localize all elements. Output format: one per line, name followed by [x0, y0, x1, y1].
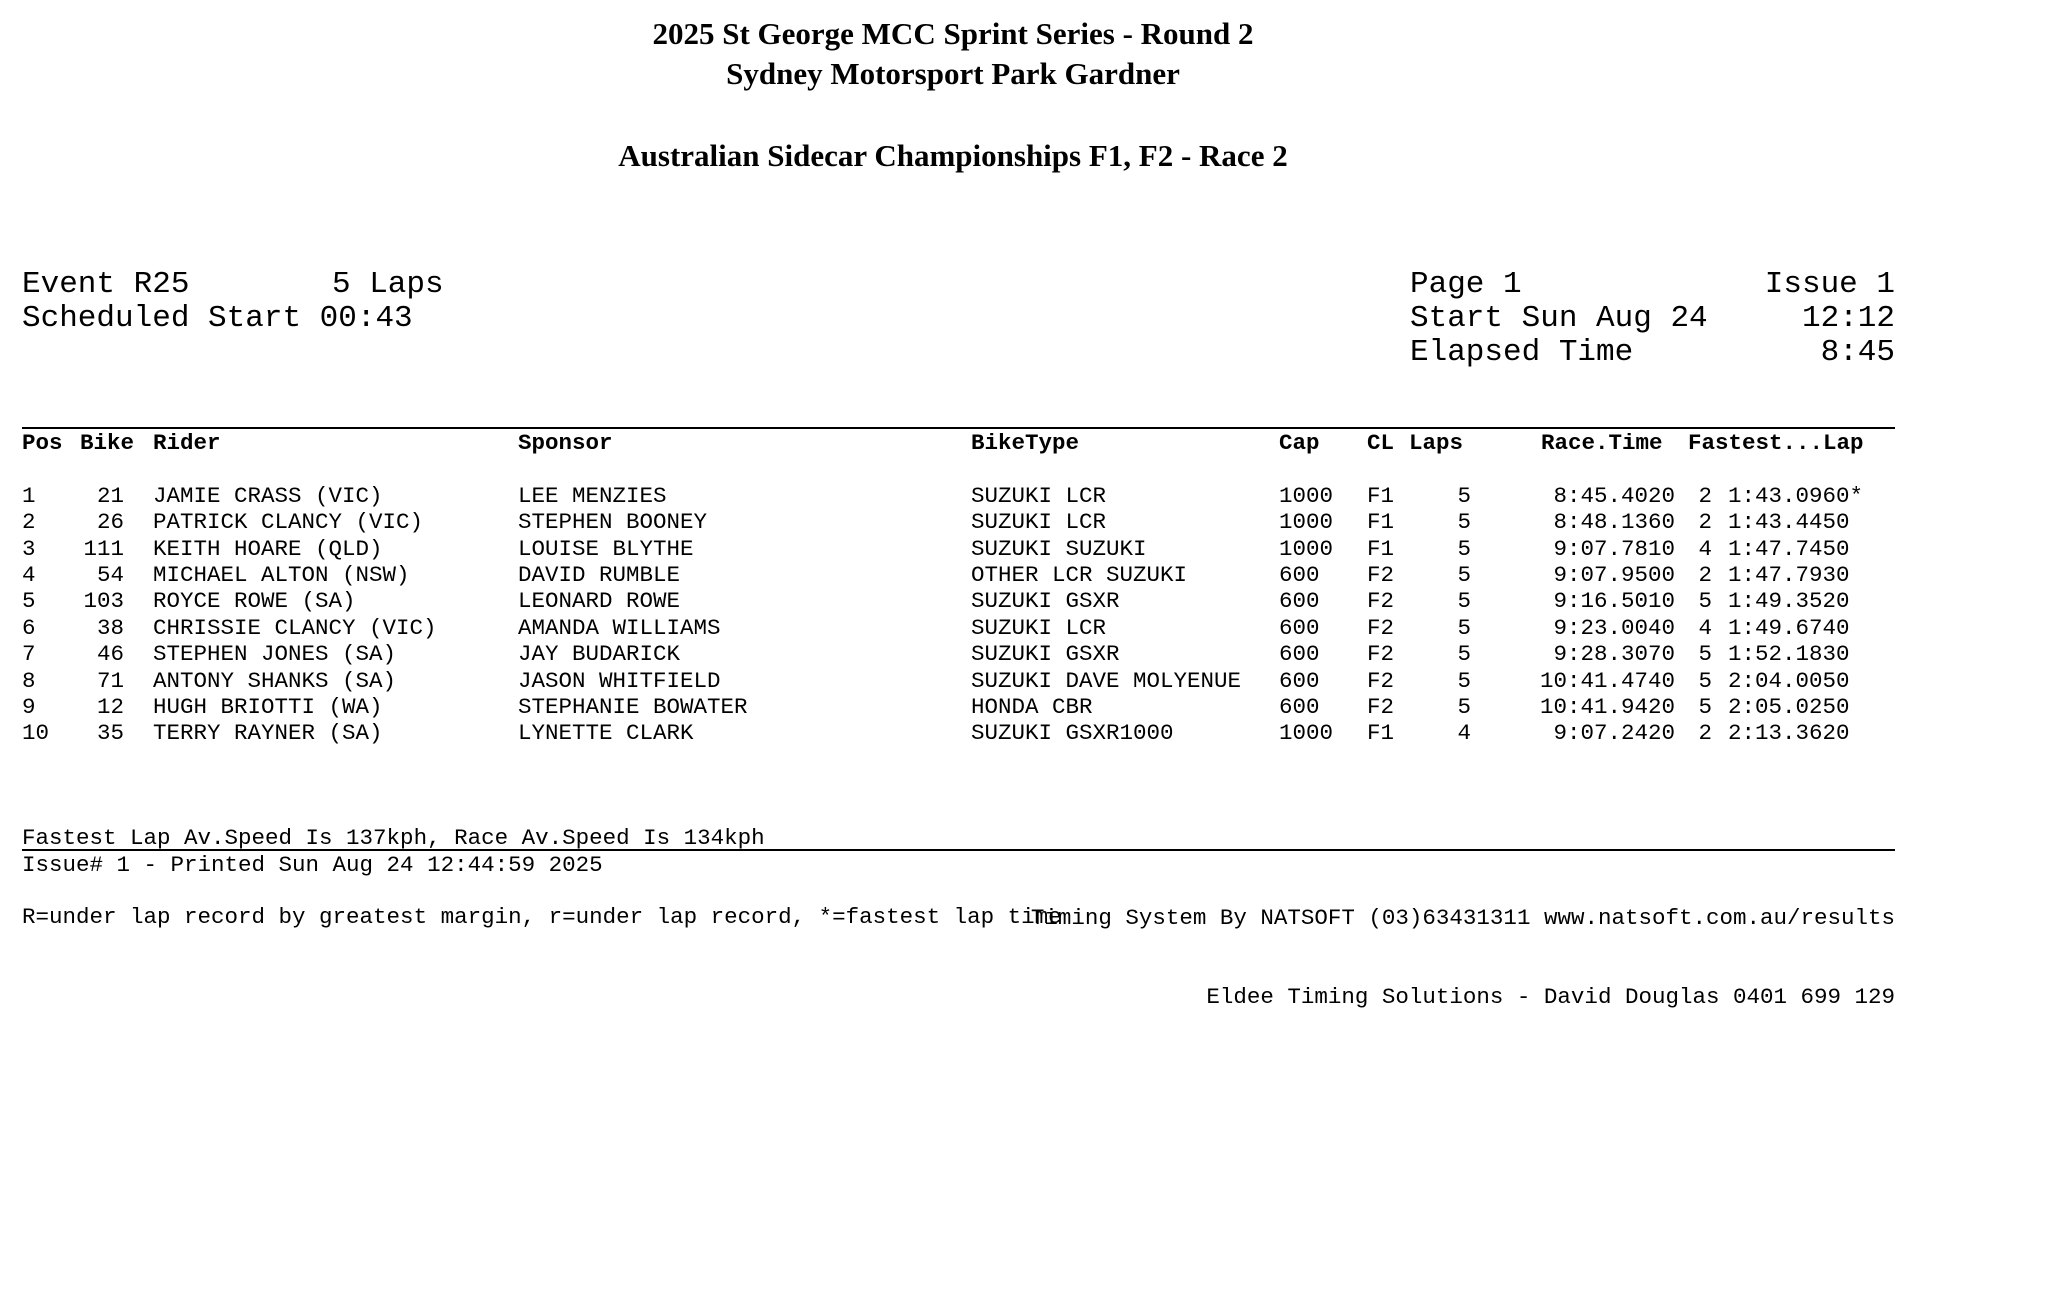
cell-sponsor: LEE MENZIES	[518, 482, 667, 509]
cell-laps: 5	[1457, 482, 1471, 509]
cell-class: F1	[1367, 509, 1395, 536]
cell-biketype: SUZUKI LCR	[971, 482, 1107, 509]
cell-race-time: 10:41.4740	[1539, 667, 1675, 694]
cell-cap: 600	[1279, 614, 1320, 641]
cell-rider: CHRISSIE CLANCY (VIC)	[153, 614, 437, 641]
cell-bike: 35	[96, 720, 124, 747]
legend-note: R=under lap record by greatest margin, r=under lap record, *=fastest lap time	[22, 904, 1062, 931]
table-row	[22, 562, 1902, 588]
table-row	[22, 483, 1902, 509]
cell-cap: 600	[1279, 588, 1320, 615]
cell-sponsor: AMANDA WILLIAMS	[518, 614, 721, 641]
cell-fastest-lap-time: 1:43.4450	[1728, 509, 1850, 536]
event-label: Event R25	[22, 267, 190, 302]
cell-bike: 21	[96, 482, 124, 509]
cell-fastest-lap-number: 4	[1698, 614, 1712, 641]
cell-race-time: 8:48.1360	[1553, 509, 1675, 536]
cell-race-time: 9:16.5010	[1553, 588, 1675, 615]
results-table	[22, 430, 1902, 747]
scheduled-start: Scheduled Start 00:43	[22, 301, 413, 336]
cell-fastest-lap-time: 1:52.1830	[1728, 641, 1850, 668]
table-row	[22, 588, 1902, 614]
cell-rider: STEPHEN JONES (SA)	[153, 641, 397, 668]
cell-laps: 5	[1457, 509, 1471, 536]
cell-pos: 10	[22, 720, 50, 747]
cell-fastest-lap-time: 1:47.7930	[1728, 561, 1850, 588]
cell-class: F2	[1367, 614, 1395, 641]
race-title: Australian Sidecar Championships F1, F2 - Race 2	[618, 138, 1288, 173]
cell-fastest-lap-time: 1:47.7450	[1728, 535, 1850, 562]
cell-laps: 5	[1457, 667, 1471, 694]
cell-biketype: SUZUKI LCR	[971, 614, 1107, 641]
col-header-cap: Cap	[1279, 430, 1320, 456]
table-row	[22, 720, 1902, 746]
cell-fastest-lap-time: 1:43.0960*	[1728, 482, 1864, 509]
cell-bike: 111	[83, 535, 124, 562]
timing-credits	[1031, 852, 1895, 1037]
cell-fastest-lap-number: 5	[1698, 641, 1712, 668]
cell-sponsor: LOUISE BLYTHE	[518, 535, 694, 562]
cell-race-time: 9:07.9500	[1553, 561, 1675, 588]
cell-rider: ANTONY SHANKS (SA)	[153, 667, 397, 694]
col-header-bike: Bike	[80, 430, 135, 456]
cell-pos: 2	[22, 509, 36, 536]
cell-fastest-lap-number: 5	[1698, 667, 1712, 694]
start-label: Start Sun Aug 24	[1410, 301, 1708, 336]
table-row	[22, 641, 1902, 667]
cell-class: F1	[1367, 482, 1395, 509]
col-header-fastest-lap: Fastest...Lap	[1688, 430, 1864, 456]
start-time: 12:12	[1801, 301, 1895, 336]
cell-class: F2	[1367, 588, 1395, 615]
page-label: Page 1	[1410, 267, 1522, 302]
cell-biketype: SUZUKI SUZUKI	[971, 535, 1147, 562]
footer-rule	[22, 849, 1895, 851]
cell-class: F2	[1367, 561, 1395, 588]
col-header-laps: Laps	[1409, 430, 1464, 456]
cell-rider: JAMIE CRASS (VIC)	[153, 482, 383, 509]
cell-fastest-lap-number: 2	[1698, 509, 1712, 536]
cell-sponsor: JAY BUDARICK	[518, 641, 681, 668]
cell-race-time: 9:07.7810	[1553, 535, 1675, 562]
cell-biketype: SUZUKI LCR	[971, 509, 1107, 536]
col-header-race-time: Race.Time	[1541, 430, 1663, 456]
cell-biketype: SUZUKI GSXR	[971, 588, 1120, 615]
elapsed-value: 8:45	[1820, 335, 1895, 370]
speed-note: Fastest Lap Av.Speed Is 137kph, Race Av.Speed Is 134kph	[22, 824, 765, 851]
cell-laps: 5	[1457, 588, 1471, 615]
cell-laps: 5	[1457, 614, 1471, 641]
cell-rider: ROYCE ROWE (SA)	[153, 588, 356, 615]
cell-pos: 6	[22, 614, 36, 641]
cell-rider: KEITH HOARE (QLD)	[153, 535, 383, 562]
timing-company: Eldee Timing Solutions - David Douglas 0401 699 129	[1206, 984, 1895, 1011]
cell-bike: 54	[96, 561, 124, 588]
cell-fastest-lap-time: 2:05.0250	[1728, 693, 1850, 720]
issue-printed: Issue# 1 - Printed Sun Aug 24 12:44:59 2025	[22, 852, 603, 878]
cell-cap: 600	[1279, 693, 1320, 720]
cell-fastest-lap-number: 2	[1698, 720, 1712, 747]
cell-pos: 1	[22, 482, 36, 509]
cell-biketype: OTHER LCR SUZUKI	[971, 561, 1188, 588]
table-top-rule	[22, 427, 1895, 429]
cell-pos: 3	[22, 535, 36, 562]
table-row	[22, 668, 1902, 694]
cell-race-time: 10:41.9420	[1539, 693, 1675, 720]
col-header-pos: Pos	[22, 430, 63, 456]
cell-fastest-lap-number: 5	[1698, 588, 1712, 615]
cell-pos: 4	[22, 561, 36, 588]
cell-cap: 600	[1279, 641, 1320, 668]
cell-cap: 600	[1279, 561, 1320, 588]
table-row	[22, 509, 1902, 535]
cell-cap: 1000	[1279, 535, 1334, 562]
cell-bike: 103	[83, 588, 124, 615]
col-header-rider: Rider	[153, 430, 221, 456]
cell-fastest-lap-number: 4	[1698, 535, 1712, 562]
table-row	[22, 694, 1902, 720]
cell-cap: 600	[1279, 667, 1320, 694]
cell-class: F2	[1367, 667, 1395, 694]
cell-sponsor: JASON WHITFIELD	[518, 667, 721, 694]
cell-laps: 5	[1457, 641, 1471, 668]
cell-cap: 1000	[1279, 509, 1334, 536]
cell-class: F2	[1367, 641, 1395, 668]
cell-bike: 26	[96, 509, 124, 536]
cell-laps: 5	[1457, 693, 1471, 720]
cell-cap: 1000	[1279, 482, 1334, 509]
cell-pos: 5	[22, 588, 36, 615]
cell-bike: 12	[96, 693, 124, 720]
laps-label: 5 Laps	[332, 267, 444, 302]
cell-rider: HUGH BRIOTTI (WA)	[153, 693, 383, 720]
cell-fastest-lap-time: 1:49.6740	[1728, 614, 1850, 641]
cell-biketype: SUZUKI DAVE MOLYENUE	[971, 667, 1242, 694]
cell-bike: 46	[96, 641, 124, 668]
col-header-biketype: BikeType	[971, 430, 1080, 456]
cell-race-time: 8:45.4020	[1553, 482, 1675, 509]
cell-pos: 7	[22, 641, 36, 668]
cell-rider: PATRICK CLANCY (VIC)	[153, 509, 424, 536]
cell-laps: 5	[1457, 535, 1471, 562]
cell-rider: TERRY RAYNER (SA)	[153, 720, 383, 747]
cell-laps: 4	[1457, 720, 1471, 747]
col-header-cl: CL	[1367, 430, 1395, 456]
timing-system: Timing System By NATSOFT (03)63431311 www.natsoft.com.au/results	[1030, 904, 1895, 931]
cell-sponsor: STEPHANIE BOWATER	[518, 693, 748, 720]
table-row	[22, 615, 1902, 641]
meeting-title: 2025 St George MCC Sprint Series - Round 2	[652, 16, 1254, 51]
cell-fastest-lap-time: 2:13.3620	[1728, 720, 1850, 747]
cell-race-time: 9:23.0040	[1553, 614, 1675, 641]
cell-bike: 38	[96, 614, 124, 641]
cell-race-time: 9:28.3070	[1553, 641, 1675, 668]
venue-title: Sydney Motorsport Park Gardner	[726, 56, 1180, 91]
cell-sponsor: DAVID RUMBLE	[518, 561, 681, 588]
cell-biketype: HONDA CBR	[971, 693, 1093, 720]
cell-bike: 71	[96, 667, 124, 694]
cell-cap: 1000	[1279, 720, 1334, 747]
cell-class: F1	[1367, 720, 1395, 747]
cell-fastest-lap-number: 2	[1698, 561, 1712, 588]
cell-fastest-lap-number: 2	[1698, 482, 1712, 509]
cell-fastest-lap-time: 2:04.0050	[1728, 667, 1850, 694]
elapsed-label: Elapsed Time	[1410, 335, 1634, 370]
cell-class: F1	[1367, 535, 1395, 562]
table-header-row	[22, 430, 1902, 456]
cell-rider: MICHAEL ALTON (NSW)	[153, 561, 410, 588]
issue-label: Issue 1	[1764, 267, 1895, 302]
table-row	[22, 536, 1902, 562]
cell-fastest-lap-time: 1:49.3520	[1728, 588, 1850, 615]
cell-biketype: SUZUKI GSXR1000	[971, 720, 1174, 747]
cell-pos: 8	[22, 667, 36, 694]
cell-sponsor: LEONARD ROWE	[518, 588, 681, 615]
cell-pos: 9	[22, 693, 36, 720]
cell-sponsor: LYNETTE CLARK	[518, 720, 694, 747]
cell-class: F2	[1367, 693, 1395, 720]
cell-race-time: 9:07.2420	[1553, 720, 1675, 747]
cell-biketype: SUZUKI GSXR	[971, 641, 1120, 668]
cell-laps: 5	[1457, 561, 1471, 588]
cell-sponsor: STEPHEN BOONEY	[518, 509, 708, 536]
cell-fastest-lap-number: 5	[1698, 693, 1712, 720]
col-header-sponsor: Sponsor	[518, 430, 613, 456]
